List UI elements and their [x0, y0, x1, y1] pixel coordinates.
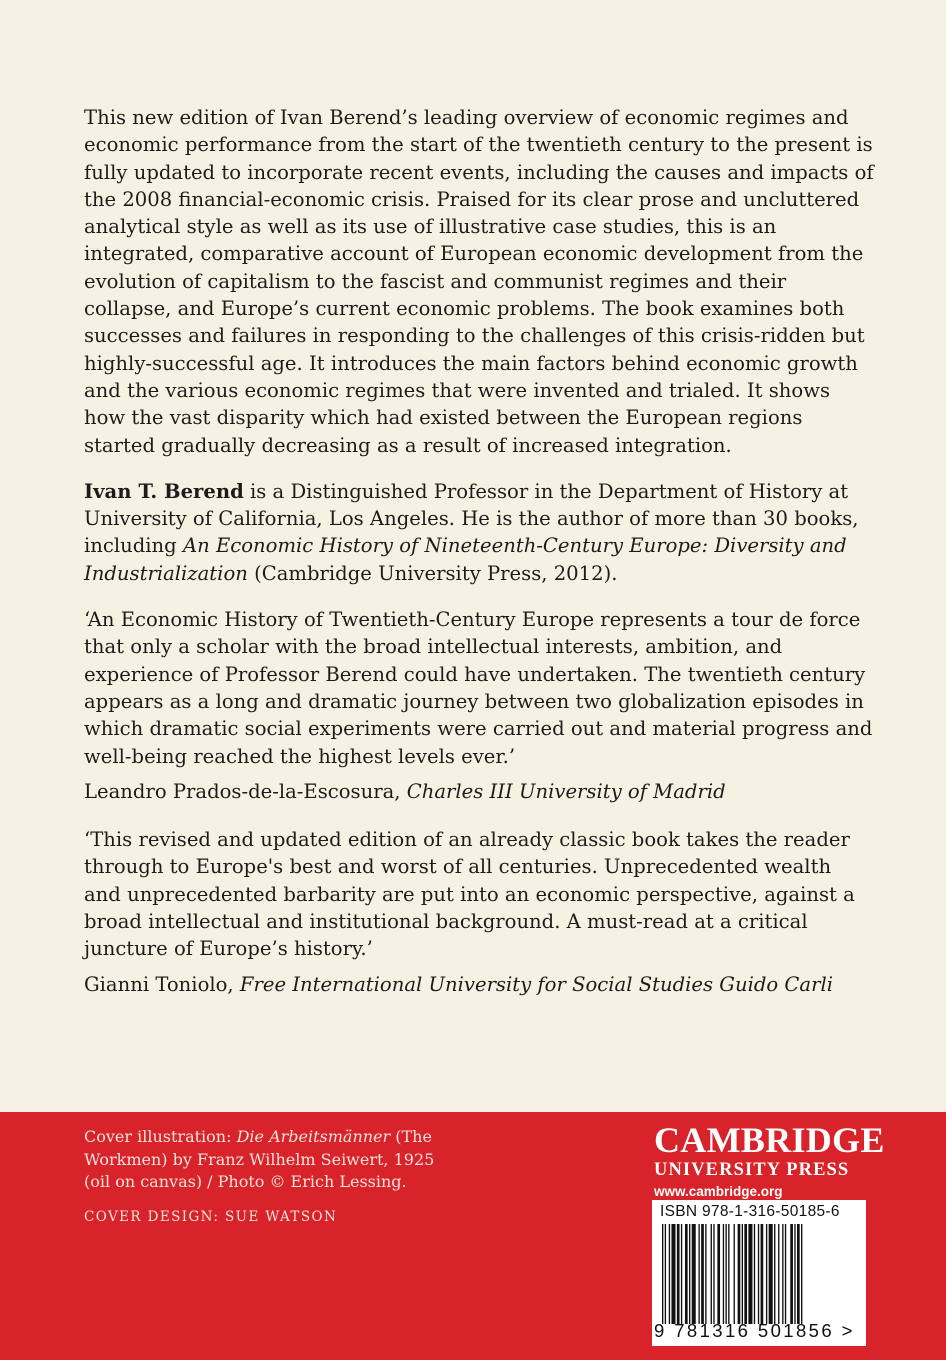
author-bio-text-1: is a Distinguished Professor in the Department of History at University of California, Los Angeles. He is the author of more than 30 books, including	[84, 479, 859, 558]
review-attribution-1	[84, 778, 874, 805]
cover-credit-rest: (The Workmen) by Franz Wilhelm Seiwert, 1925 (oil on canvas) / Photo © Erich Lessing.	[84, 1127, 435, 1192]
cover-credit-prefix: Cover illustration:	[84, 1127, 237, 1146]
reviewer-affiliation-1: Charles III University of Madrid	[406, 779, 726, 803]
cover-artwork-title: Die Arbeitsmänner	[236, 1127, 391, 1146]
review-attribution-2	[84, 971, 874, 998]
barcode-panel	[652, 1200, 866, 1346]
barcode-digits: 9 781316 501856 >	[654, 1320, 855, 1341]
reviewer-name-1: Leandro Prados-de-la-Escosura,	[84, 779, 401, 803]
barcode-image	[658, 1224, 860, 1324]
book-description: This new edition of Ivan Berend’s leading overview of economic regimes and economic performance from the start of the twentieth century to the present is fully updated to incorporate recent events, including the causes and impacts of the 2008 financial-economic crisis. Praised for its clear prose and uncluttered analytical style as well as its use of illustrative case studies, this is an integrated, comparative account of European economic development from the evolution of capitalism to the fascist and communist regimes and their collapse, and Europe’s current economic problems. The book examines both successes and failures in responding to the challenges of this crisis-ridden but highly-successful age. It introduces the main factors behind economic growth and the various economic regimes that were invented and trialed. It shows how the vast disparity which had existed between the European regions started gradually decreasing as a result of increased integration.	[84, 106, 874, 457]
publisher-logo	[654, 1120, 885, 1201]
reviewer-name-2: Gianni Toniolo,	[84, 972, 234, 996]
reviewer-affiliation-2: Free International University for Social Studies Guido Carli	[239, 972, 833, 996]
publisher-url: www.cambridge.org	[654, 1184, 783, 1199]
footer-band	[0, 1112, 946, 1360]
author-name: Ivan T. Berend	[84, 479, 244, 503]
cover-credit	[84, 1126, 454, 1194]
publisher-name: CAMBRIDGE	[654, 1120, 885, 1160]
publisher-press: UNIVERSITY PRESS	[654, 1160, 850, 1180]
review-quote-1: ‘An Economic History of Twentieth-Century Europe represents a tour de force that only a scholar with the broad intellectual interests, ambition, and experience of Professor Berend could have undertaken. The twentieth century appears as a long and dramatic journey between two globalization episodes in which dramatic social experiments were carried out and material progress and well-being reached the highest levels ever.’	[84, 608, 873, 768]
author-bio	[84, 478, 874, 587]
review-quote-2: ‘This revised and updated edition of an already classic book takes the reader through to Europe's best and worst of all centuries. Unprecedented wealth and unprecedented barbarity are put into an economic perspective, against a broad intellectual and institutional background. A must-read at a critical juncture of Europe’s history.’	[84, 828, 855, 961]
back-cover-text	[84, 104, 874, 998]
cover-design-credit: COVER DESIGN: SUE WATSON	[84, 1209, 338, 1225]
isbn-number: ISBN 978-1-316-50185-6	[660, 1203, 840, 1220]
author-bio-text-2: (Cambridge University Press, 2012).	[247, 561, 618, 585]
previous-book-title: An Economic History of Nineteenth-Century Europe: Diversity and Industrialization	[84, 534, 847, 585]
